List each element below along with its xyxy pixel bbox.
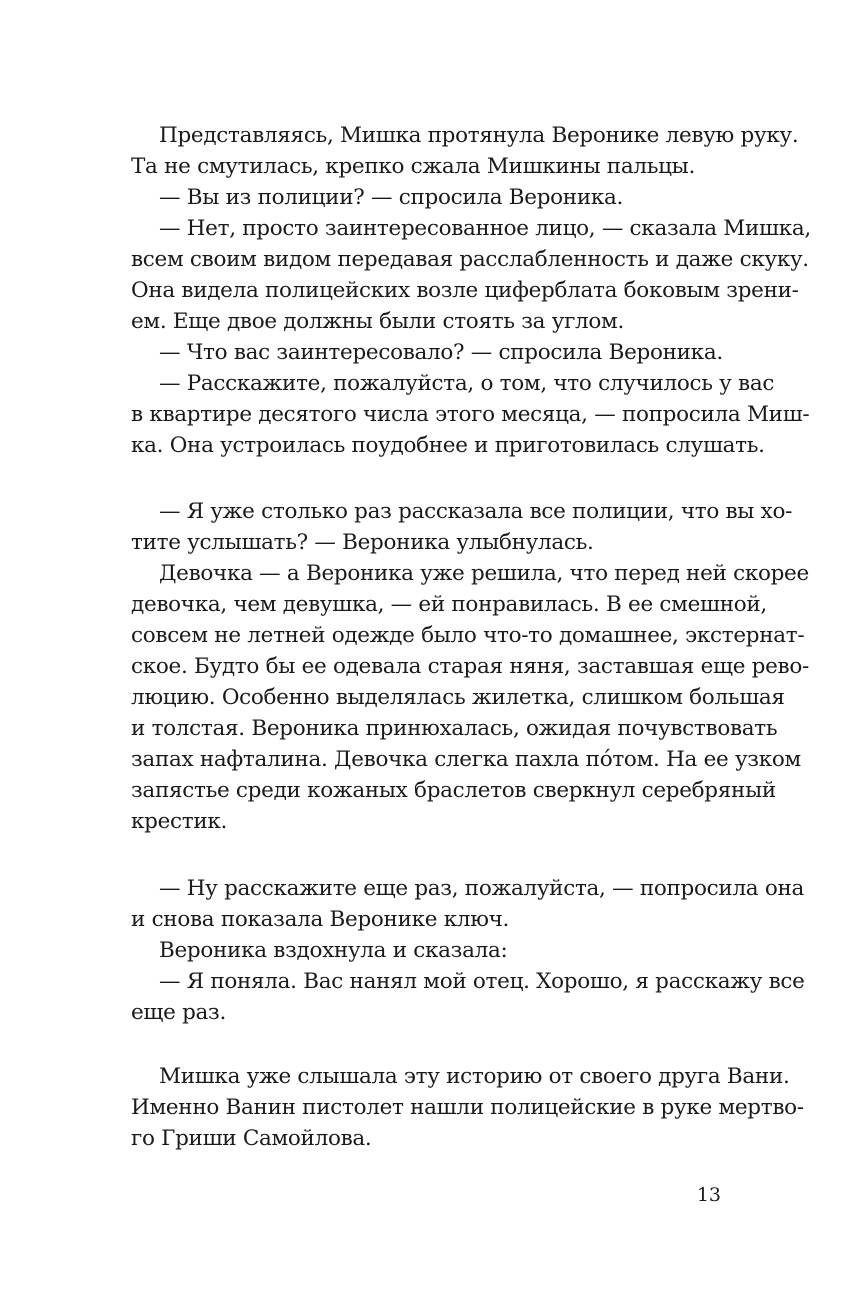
text-line: — Расскажите, пожалуйста, о том, что случилось у вас [159,371,775,396]
text-line: — Я уже столько раз рассказала все полиции, что вы хо- [159,499,793,524]
text-line: Именно Ванин пистолет нашли полицейские в руке мертво- [131,1095,804,1120]
text-block [131,1061,804,1154]
text-line: всем своим видом передавая расслабленность и даже скуку. [131,247,809,272]
text-line: совсем не летней одежде было что-то домашнее, экстернат- [131,623,805,648]
text-block [131,873,805,1028]
text-line: Представляясь, Мишка протянула Веронике левую руку. [159,123,799,148]
text-line: и снова показала Веронике ключ. [131,907,510,932]
text-line: запястье среди кожаных браслетов сверкнул серебряный [131,778,776,803]
text-line: Вероника вздохнула и сказала: [159,938,508,963]
text-line: люцию. Особенно выделялась жилетка, слишком большая [131,685,785,710]
page-number: 13 [696,1184,721,1206]
text-line: ское. Будто бы ее одевала старая няня, заставшая еще рево- [131,654,809,679]
text-line: крестик. [131,809,228,834]
text-line: — Я поняла. Вас нанял мой отец. Хорошо, я расскажу все [159,969,805,994]
text-line: еще раз. [131,1000,227,1025]
text-line: — Вы из полиции? — спросила Вероника. [159,185,624,210]
text-line: — Что вас заинтересовало? — спросила Вероника. [159,340,723,365]
text-line: в квартире десятого числа этого месяца, — попросила Миш- [131,402,810,427]
text-line: Она видела полицейских возле циферблата боковым зрени- [131,278,799,303]
text-line: и толстая. Вероника принюхалась, ожидая почувствовать [131,716,778,741]
text-line: запах нафталина. Девочка слегка пахла пóтом. На ее узком [131,747,801,772]
text-block [131,496,809,837]
text-line: Та не смутилась, крепко сжала Мишкины пальцы. [131,154,695,179]
text-line: Мишка уже слышала эту историю от своего друга Вани. [159,1064,790,1089]
text-line: ем. Еще двое должны были стоять за углом. [131,309,625,334]
text-line: ка. Она устроилась поудобнее и приготовилась слушать. [131,433,765,458]
text-line: тите услышать? — Вероника улыбнулась. [131,530,594,555]
text-block [131,120,811,461]
text-line: — Нет, просто заинтересованное лицо, — сказала Мишка, [159,216,811,241]
text-line: Девочка — а Вероника уже решила, что перед ней скорее [159,561,809,586]
text-line: — Ну расскажите еще раз, пожалуйста, — попросила она [159,876,805,901]
text-line: го Гриши Самойлова. [131,1126,372,1151]
text-line: девочка, чем девушка, — ей понравилась. В ее смешной, [131,592,767,617]
